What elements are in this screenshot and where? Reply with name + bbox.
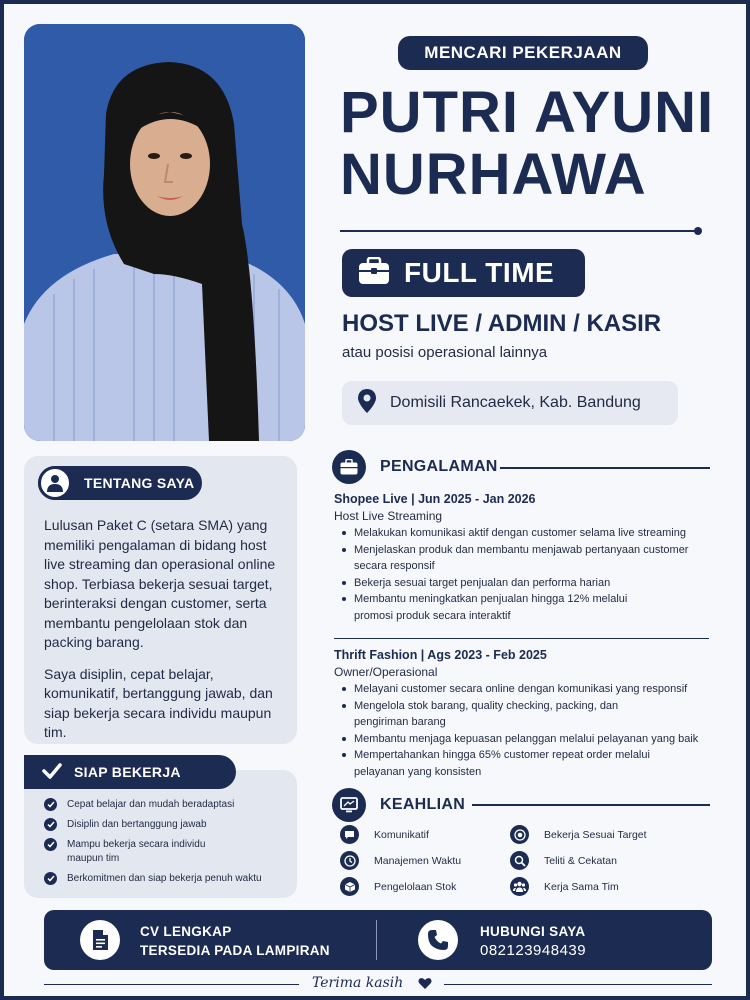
about-header (38, 466, 202, 500)
thanks-text: Terima kasih (312, 975, 404, 991)
check-circle-icon (44, 838, 57, 851)
experience-header (332, 450, 498, 484)
job-duty: Melayani customer secara online dengan komunikasi yang responsif (334, 681, 714, 698)
skills-divider (472, 804, 710, 806)
monitor-icon (332, 788, 366, 822)
phone-icon (418, 920, 458, 960)
magnifier-icon (510, 851, 529, 870)
job-entry (334, 492, 714, 624)
job-duty: Menjelaskan produk dan membantu menjawab pertanyaan customer secara responsif (334, 542, 689, 575)
about-title: TENTANG SAYA (84, 475, 195, 491)
skill-item: Pengelolaan Stok (340, 878, 510, 895)
domicile-text: Domisili Rancaekek, Kab. Bandung (390, 394, 641, 411)
thanks-rule-right (444, 984, 712, 985)
skill-item: Komunikatif (340, 826, 510, 843)
domicile-box (342, 381, 678, 425)
ready-item: Berkomitmen dan siap bekerja penuh waktu (44, 872, 294, 886)
name-line-1: PUTRI AYUNI (340, 80, 715, 145)
footer-bar (44, 910, 712, 970)
check-circle-icon (44, 872, 57, 885)
skill-item: Manajemen Waktu (340, 852, 510, 869)
ready-item: Disiplin dan bertanggung jawab (44, 818, 294, 832)
name-line-2: NURHAWA (340, 142, 647, 207)
name-divider (340, 230, 698, 232)
desired-positions-note: atau posisi operasional lainnya (342, 344, 548, 361)
thanks-line (4, 974, 746, 996)
cv-line-2: TERSEDIA PADA LAMPIRAN (140, 943, 330, 958)
briefcase-icon (332, 450, 366, 484)
job-duty: Mengelola stok barang, quality checking, packing, dan pengiriman barang (334, 698, 634, 731)
skill-item: Kerja Sama Tim (510, 878, 680, 895)
skill-item: Bekerja Sesuai Target (510, 826, 680, 843)
phone-number[interactable]: 082123948439 (480, 942, 587, 959)
user-icon (38, 466, 72, 500)
about-paragraph-2: Saya disiplin, cepat belajar, komunikatif, bertanggung jawab, dan siap bekerja secara individu maupun tim. (44, 665, 273, 740)
job-duty: Membantu menjaga kepuasan pelanggan melalui pelayanan yang baik (334, 731, 714, 748)
divider-dot (694, 227, 702, 235)
employment-type-label: FULL TIME (404, 257, 555, 288)
cv-attachment-note (140, 922, 330, 960)
clock-icon (340, 851, 359, 870)
job-duty: Membantu meningkatkan penjualan hingga 12% melalui promosi produk secara interaktif (334, 591, 664, 624)
job-role: Owner/Operasional (334, 665, 438, 679)
about-paragraph-1: Lulusan Paket C (setara SMA) yang memiliki pengalaman di bidang host live streaming dan operasional online shop. Terbiasa bekerja sesuai target, berinteraksi dengan customer, serta membantu pengelolaan stok dan packing barang. (44, 517, 276, 650)
experience-title: PENGALAMAN (380, 458, 498, 475)
document-icon (80, 920, 120, 960)
ready-list (44, 798, 294, 892)
heart-icon (418, 977, 432, 995)
skills-title: KEAHLIAN (380, 796, 466, 813)
job-duty: Mempertahankan hingga 65% customer repeat order melalui pelayanan yang konsisten (334, 747, 654, 780)
thanks-rule-left (44, 984, 299, 985)
ready-item: Mampu bekerja secara individu maupun tim (44, 838, 294, 866)
job-duty: Bekerja sesuai target penjualan dan performa harian (334, 575, 714, 592)
job-title: Thrift Fashion | Ags 2023 - Feb 2025 (334, 648, 547, 662)
job-role: Host Live Streaming (334, 509, 443, 523)
job-title: Shopee Live | Jun 2025 - Jan 2026 (334, 492, 536, 506)
location-pin-icon (358, 389, 376, 418)
candidate-name (340, 82, 740, 206)
profile-photo (24, 24, 305, 441)
chat-icon (340, 825, 359, 844)
team-icon (510, 877, 529, 896)
contact-info (480, 922, 586, 960)
skills-grid (340, 826, 700, 895)
ready-item: Cepat belajar dan mudah beradaptasi (44, 798, 294, 812)
checkmark-icon (42, 763, 62, 782)
briefcase-icon (358, 257, 390, 290)
ready-header (24, 755, 236, 789)
cv-line-1: CV LENGKAP (140, 924, 232, 939)
contact-title: HUBUNGI SAYA (480, 924, 586, 939)
job-divider (334, 638, 709, 639)
target-icon (510, 825, 529, 844)
employment-type-badge (342, 249, 585, 297)
job-duties (334, 525, 714, 624)
experience-divider (500, 467, 710, 469)
check-circle-icon (44, 798, 57, 811)
job-duties (334, 681, 714, 780)
footer-divider (376, 920, 377, 960)
box-icon (340, 877, 359, 896)
desired-positions: HOST LIVE / ADMIN / KASIR (342, 310, 662, 337)
job-entry (334, 648, 714, 780)
skill-item: Teliti & Cekatan (510, 852, 680, 869)
about-text (44, 516, 289, 743)
check-circle-icon (44, 818, 57, 831)
job-duty: Melakukan komunikasi aktif dengan customer selama live streaming (334, 525, 714, 542)
ready-title: SIAP BEKERJA (74, 764, 181, 780)
skills-header (332, 788, 465, 822)
job-seeking-badge: MENCARI PEKERJAAN (398, 36, 648, 70)
